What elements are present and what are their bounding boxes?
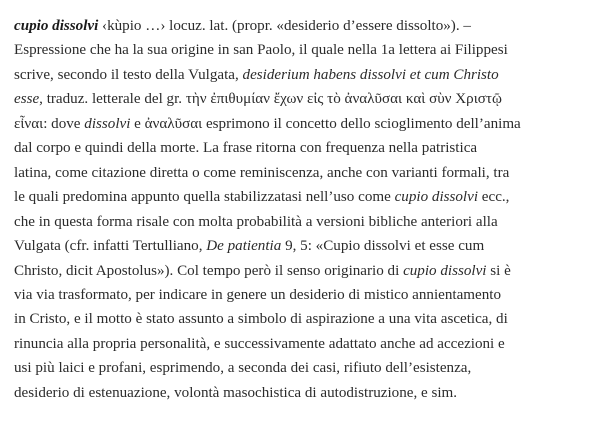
entry-line [14,234,600,258]
entry-text: usi più laici e profani, esprimendo, a seconda dei casi, rifiuto dell’esistenza, [14,360,472,377]
italic-text: cupio dissolvi [403,262,487,279]
entry-text: si è [486,262,511,279]
entry-line [14,185,600,209]
entry-text: rinuncia alla propria personalità, e successivamente adattato anche ad accezioni e [14,335,505,352]
entry-line [14,63,600,87]
entry-line [14,356,600,380]
entry-text: Espressione che ha la sua origine in san Paolo, il quale nella 1a lettera ai Filippesi [14,42,508,59]
entry-line [14,283,600,307]
entry-text: Vulgata (cfr. infatti Tertulliano, [14,238,207,255]
entry-line [14,259,600,283]
entry-text: via via trasformato, per indicare in genere un desiderio di mistico annientamento [14,286,502,303]
entry-text: scrive, secondo il testo della Vulgata, [14,66,243,83]
entry-line [14,112,600,136]
entry-text: che in questa forma risale con molta probabilità a versioni bibliche anteriori alla [14,213,498,230]
dictionary-entry [14,14,600,405]
entry-text: , traduz. letterale del gr. τὴν ἐπιθυμίαν ἔχων εἰς τὸ ἀναλῦσαι καὶ σὺν Χριστῷ [39,91,502,108]
entry-text: latina, come citazione diretta o come reminiscenza, anche con varianti formali, tra [14,164,510,181]
italic-text: De patientia [206,238,282,255]
entry-text: dal corpo e quindi della morte. La frase ritorna con frequenza nella patristica [14,140,478,157]
italic-text: esse [14,91,40,108]
entry-line [14,38,600,62]
entry-line [14,14,600,38]
entry-headword: cupio dissolvi [14,18,99,34]
entry-text: ‹kùpio …› locuz. lat. (propr. «desiderio d’essere dissolto»). – [98,18,471,34]
entry-text: εἶναι: dove [14,115,85,132]
entry-line [14,161,600,185]
entry-text: le quali predomina appunto quella stabilizzatasi nell’uso come [14,189,395,206]
italic-text: dissolvi [84,115,131,132]
entry-line [14,307,600,331]
entry-line [14,332,600,356]
entry-line [14,136,600,160]
entry-text: desiderio di estenuazione, volontà masochistica di autodistruzione, e sim. [14,384,458,401]
entry-text: ecc., [478,189,510,206]
italic-text: cupio dissolvi [394,189,479,206]
entry-text: Christo, dicit Apostolus»). Col tempo però il senso originario di [14,262,404,279]
entry-text: in Cristo, e il motto è stato assunto a simbolo di aspirazione a una vita ascetica, di [14,311,508,328]
entry-line [14,381,600,405]
entry-line [14,210,600,234]
entry-text: e ἀναλῦσαι esprimono il concetto dello scioglimento dell’anima [130,115,521,132]
entry-text: 9, 5: «Cupio dissolvi et esse cum [281,238,485,255]
entry-line [14,87,600,111]
italic-text: desiderium habens dissolvi et cum Christo [242,66,499,83]
